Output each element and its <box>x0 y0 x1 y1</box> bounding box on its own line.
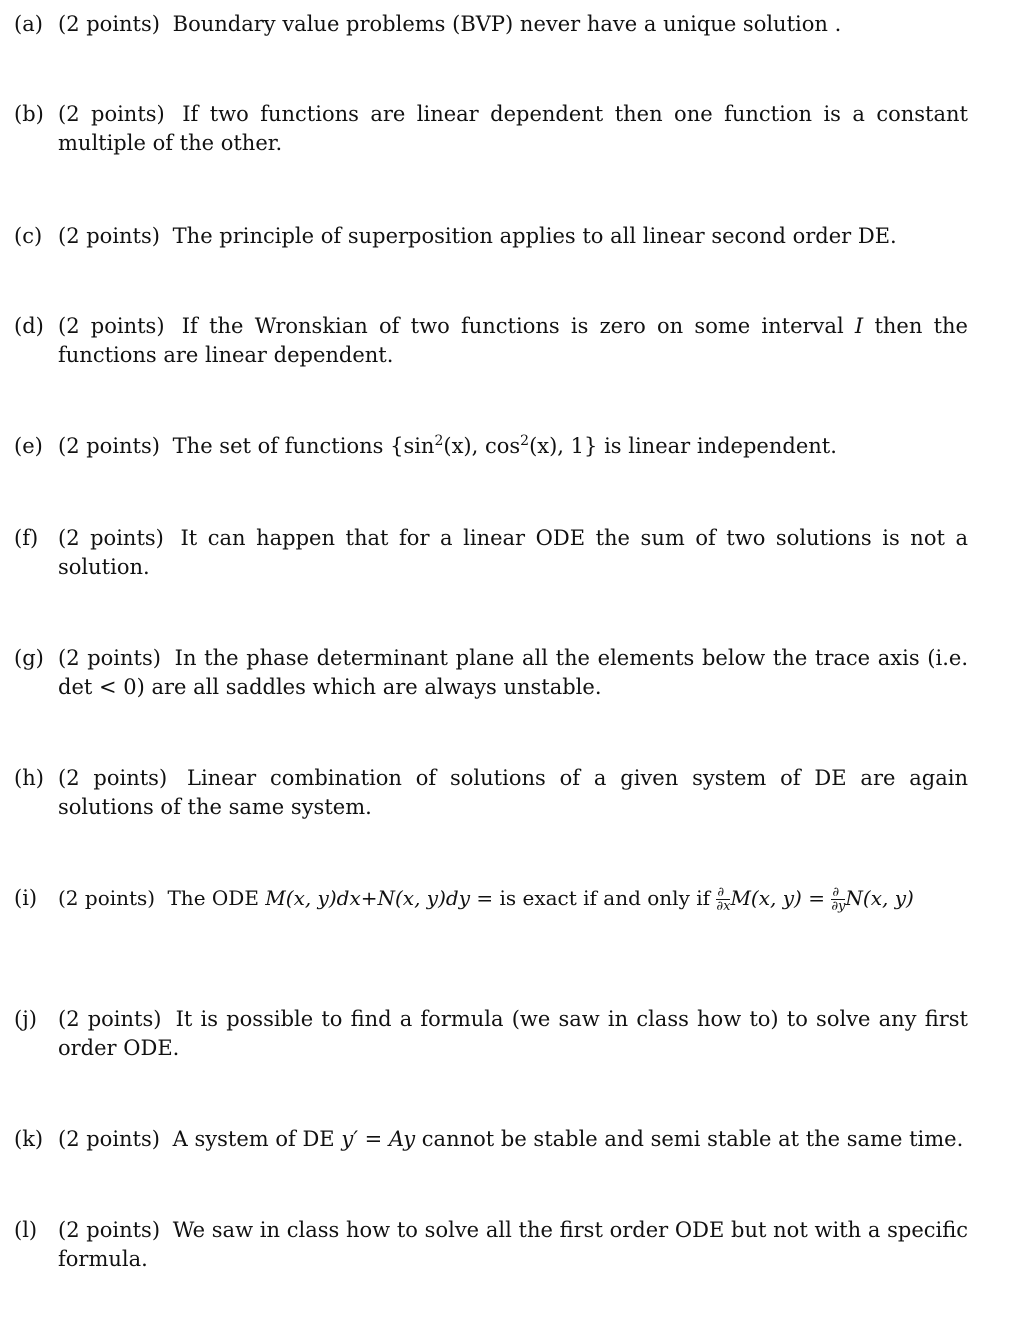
question-l <box>14 1216 968 1274</box>
points: (2 points) <box>58 1218 161 1242</box>
partial-y-fraction <box>831 886 845 913</box>
exponent: 2 <box>520 433 530 449</box>
fraction-denominator: ∂x <box>716 899 731 914</box>
question-label: (g) <box>14 646 44 670</box>
points: (2 points) <box>58 1127 160 1151</box>
points: (2 points) <box>58 646 161 670</box>
question-body <box>58 432 968 461</box>
points: (2 points) <box>58 434 160 458</box>
question-body <box>58 1005 968 1063</box>
points: (2 points) <box>58 766 168 790</box>
math-n: N(x, y) <box>845 886 914 910</box>
question-f <box>14 524 968 582</box>
math-system: y′ = Ay <box>341 1127 416 1151</box>
set-close: (x), 1} <box>529 434 598 458</box>
question-text: If the Wronskian of two functions is zero on some interval <box>181 314 844 338</box>
question-text: It is possible to find a formula (we saw in class how to) to solve any first order ODE. <box>58 1007 968 1060</box>
question-body <box>58 884 968 913</box>
exponent: 2 <box>434 433 444 449</box>
fraction-numerator: ∂ <box>716 886 730 900</box>
question-body <box>58 1125 968 1154</box>
question-text: If two functions are linear dependent then one function is a constant multiple of the other. <box>58 102 968 155</box>
question-text-continued: cannot be stable and semi stable at the same time. <box>421 1127 964 1151</box>
math-m: M(x, y) = <box>730 886 825 910</box>
points: (2 points) <box>58 314 165 338</box>
question-label: (i) <box>14 886 38 910</box>
question-body <box>58 312 968 370</box>
question-d <box>14 312 968 370</box>
question-text: We saw in class how to solve all the first order ODE but not with a specific formula. <box>58 1218 968 1271</box>
question-text: The ODE <box>167 886 259 910</box>
points: (2 points) <box>58 12 160 36</box>
question-label: (c) <box>14 224 43 248</box>
question-label: (l) <box>14 1218 38 1242</box>
question-text: The set of functions <box>172 434 384 458</box>
question-body <box>58 100 968 158</box>
points: (2 points) <box>58 224 160 248</box>
question-text: In the phase determinant plane all the elements below the trace axis (i.e. det < 0) are all saddles which are always unstable. <box>58 646 968 699</box>
points: (2 points) <box>58 102 165 126</box>
question-label: (j) <box>14 1007 37 1031</box>
question-text: A system of DE <box>172 1127 335 1151</box>
question-label: (k) <box>14 1127 44 1151</box>
question-text-continued: is exact if and only if <box>499 886 711 910</box>
question-body <box>58 764 968 822</box>
fraction-numerator: ∂ <box>831 886 845 900</box>
points: (2 points) <box>58 526 164 550</box>
question-label: (a) <box>14 12 43 36</box>
partial-x-fraction <box>716 886 730 913</box>
question-text: It can happen that for a linear ODE the sum of two solutions is not a solution. <box>58 526 968 579</box>
set-mid: (x), cos <box>443 434 521 458</box>
question-body <box>58 10 968 39</box>
question-i <box>14 884 968 913</box>
points: (2 points) <box>58 1007 162 1031</box>
fraction-denominator: ∂y <box>831 899 846 914</box>
question-label: (h) <box>14 766 44 790</box>
question-e <box>14 432 968 461</box>
question-text: Boundary value problems (BVP) never have a unique solution . <box>172 12 842 36</box>
question-g <box>14 644 968 702</box>
question-text-continued: is linear independent. <box>604 434 837 458</box>
question-body <box>58 1216 968 1274</box>
math-interval: I <box>854 314 864 338</box>
question-text: Linear combination of solutions of a given system of DE are again solutions of the same system. <box>58 766 968 819</box>
question-c <box>14 222 968 251</box>
points: (2 points) <box>58 886 156 910</box>
question-body <box>58 524 968 582</box>
set-open: {sin <box>390 434 435 458</box>
question-body <box>58 644 968 702</box>
question-b <box>14 100 968 158</box>
math-ode: M(x, y)dx+N(x, y)dy = <box>265 886 494 910</box>
question-label: (f) <box>14 526 39 550</box>
question-label: (b) <box>14 102 44 126</box>
question-label: (d) <box>14 314 44 338</box>
question-text-continued: then the functions are linear dependent. <box>58 314 968 367</box>
question-j <box>14 1005 968 1063</box>
math-set <box>390 434 597 458</box>
question-label: (e) <box>14 434 43 458</box>
question-h <box>14 764 968 822</box>
question-a <box>14 10 968 39</box>
question-body <box>58 222 968 251</box>
question-text: The principle of superposition applies to all linear second order DE. <box>172 224 897 248</box>
question-k <box>14 1125 968 1154</box>
